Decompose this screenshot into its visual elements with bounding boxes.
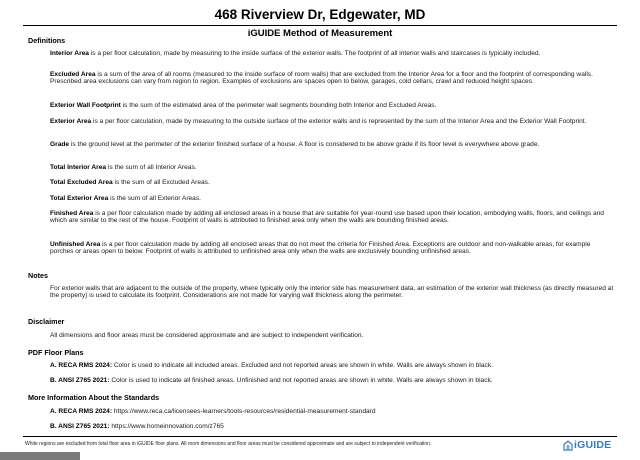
section-heading-notes: Notes [28,271,48,280]
footer-divider [23,436,617,437]
pdf-floor-plan-item: A. RECA RMS 2024: Color is used to indicate all included areas. Excluded and not reported areas are shown in white. Walls are always shown in black. [50,362,493,369]
corner-tab [0,452,80,460]
page-title: 468 Riverview Dr, Edgewater, MD [214,7,426,22]
more-info-item: B. ANSI Z765 2021: https://www.homeinnovation.com/z765 [50,423,224,430]
logo-wordmark: iGUIDE [574,439,612,451]
definition-item: Exterior Area is a per floor calculation, made by measuring to the outside surface of the exterior walls and is represented by the sum of the Interior Area and the Exterior Wall Footprint. [50,118,587,125]
page-subtitle: iGUIDE Method of Measurement [247,28,393,39]
definition-item: Interior Area is a per floor calculation, made by measuring to the inside surface of the exterior walls. The footprint of all interior walls and staircases is typically included. [50,50,541,57]
definition-item: Total Interior Area is the sum of all Interior Areas. [50,164,197,171]
definition-item: Total Excluded Area is the sum of all Excluded Areas. [50,179,210,186]
footer-note: White regions are excluded from total floor area in iGUIDE floor plans. All room dimensions and floor areas must be considered approximate and are subject to independent verification. [25,441,432,447]
disclaimer-text: All dimensions and floor areas must be considered approximate and are subject to independent verification. [50,332,364,339]
section-heading-pdf-floor-plans: PDF Floor Plans [28,348,84,357]
section-heading-definitions: Definitions [28,36,66,45]
section-heading-more-info: More Information About the Standards [28,393,160,402]
pdf-floor-plan-item: B. ANSI Z765 2021: Color is used to indicate all finished areas. Unfinished and not reported areas are shown in white. Walls are always shown in black. [50,377,493,384]
definition-item: Grade is the ground level at the perimeter of the exterior finished surface of a house. A floor is considered to be above grade if its floor level is everywhere above grade. [50,141,540,148]
definition-item: Total Exterior Area is the sum of all Exterior Areas. [50,195,201,202]
iguide-logo [563,438,611,452]
notes-text: For exterior walls that are adjacent to the outside of the property, where typically only the interior side has measurement data, an estimation of the exterior wall thickness (as directly measured at the property) is used to calculate its footprint. Considerations are not made for varying wall thickness along the perimeter. [50,285,614,300]
definition-item: Excluded Area is a sum of the area of all rooms (measured to the inside surface of room walls) that are excluded from the Interior Area for a floor and the footprint of corresponding walls. Prescribed area exclusions can vary from region to region. Examples of exclusions are spaces open to below, garages, cold cellars, crawl and reduced height spaces. [50,71,593,86]
section-heading-disclaimer: Disclaimer [28,317,65,326]
standard-link[interactable]: https://www.homeinnovation.com/z765 [109,423,224,430]
house-grid-icon [563,440,573,451]
definition-item: Unfinished Area is a per floor calculation made by adding all enclosed areas that do not meet the criteria for Finished Area. Exceptions are outdoor and non-walkable areas, for example porches or areas open to below. Footprint of walls is attributed to unfinished area only when the walls are exclusively bounding unfinished areas. [50,241,591,256]
definition-item: Exterior Wall Footprint is the sum of the estimated area of the perimeter wall segments bounding both Interior and Excluded Areas. [50,102,437,109]
more-info-item: A. RECA RMS 2024: https://www.reca.ca/licensees-learners/tools-resources/residential-measurement-standard [50,408,376,415]
definition-item: Finished Area is a per floor calculation made by adding all enclosed areas in a house that are suitable for year-round use based upon their location, embodying walls, floors, and ceilings and which are similar to the rest of the house. Footprint of walls is attributed to finished area only when the walls are bounding finished areas. [50,210,604,225]
standard-link[interactable]: https://www.reca.ca/licensees-learners/tools-resources/residential-measurement-standard [112,408,376,415]
